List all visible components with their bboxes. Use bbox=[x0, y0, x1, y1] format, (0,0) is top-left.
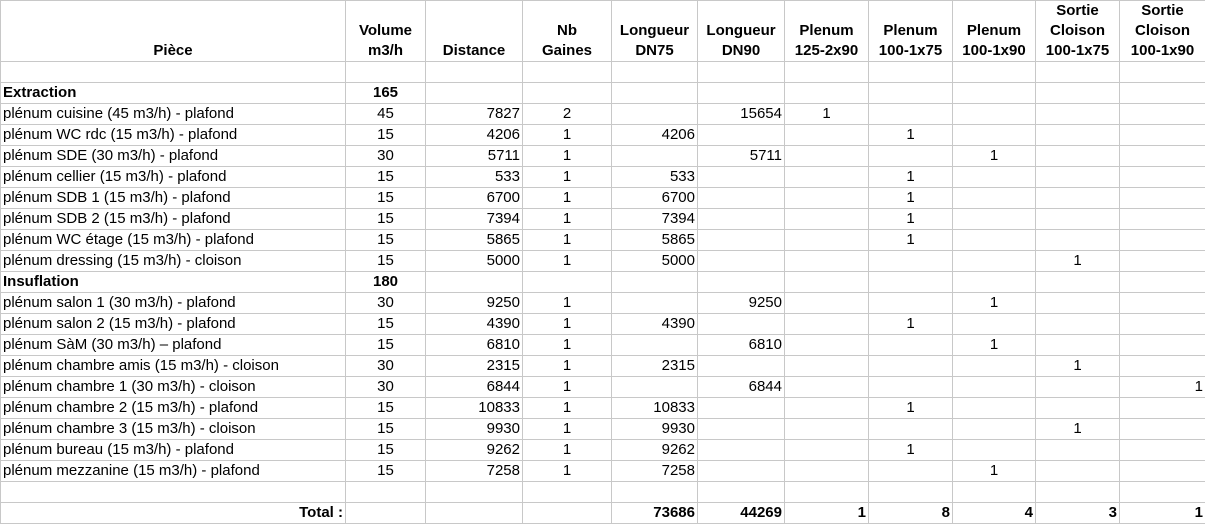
value-cell[interactable] bbox=[785, 188, 869, 209]
table-row bbox=[1, 377, 1205, 398]
value-cell[interactable]: 9250 bbox=[426, 293, 523, 314]
value-cell[interactable]: 1 bbox=[523, 461, 612, 482]
table-row bbox=[1, 188, 1205, 209]
value-cell[interactable]: 1 bbox=[953, 335, 1036, 356]
room-name-cell[interactable]: plénum chambre amis (15 m3/h) - cloison bbox=[1, 356, 346, 377]
section-volume[interactable]: 180 bbox=[346, 272, 426, 293]
room-name-cell[interactable]: plénum SDE (30 m3/h) - plafond bbox=[1, 146, 346, 167]
table-row bbox=[1, 146, 1205, 167]
value-cell[interactable]: 6810 bbox=[426, 335, 523, 356]
value-cell[interactable]: 15 bbox=[346, 398, 426, 419]
value-cell[interactable] bbox=[612, 335, 698, 356]
table-row bbox=[1, 230, 1205, 251]
value-cell[interactable]: 1 bbox=[869, 188, 953, 209]
value-cell[interactable] bbox=[1036, 461, 1120, 482]
value-cell[interactable]: 1 bbox=[953, 293, 1036, 314]
value-cell[interactable]: 1 bbox=[1036, 251, 1120, 272]
value-cell[interactable]: 4206 bbox=[426, 125, 523, 146]
value-cell[interactable] bbox=[1036, 104, 1120, 125]
cell[interactable] bbox=[1036, 272, 1120, 293]
value-cell[interactable] bbox=[785, 146, 869, 167]
value-cell[interactable]: 15 bbox=[346, 167, 426, 188]
cell[interactable] bbox=[953, 482, 1036, 503]
empty-row bbox=[1, 62, 1205, 83]
header-sortie-75[interactable]: Sortie Cloison 100-1x75 bbox=[1036, 1, 1120, 62]
value-cell[interactable] bbox=[869, 146, 953, 167]
cell[interactable] bbox=[426, 482, 523, 503]
section-title[interactable]: Extraction bbox=[1, 83, 346, 104]
value-cell[interactable] bbox=[869, 104, 953, 125]
room-name-cell[interactable]: plénum bureau (15 m3/h) - plafond bbox=[1, 440, 346, 461]
value-cell[interactable]: 1 bbox=[785, 104, 869, 125]
cell[interactable] bbox=[1120, 83, 1205, 104]
header-piece[interactable]: Pièce bbox=[1, 1, 346, 62]
value-cell[interactable] bbox=[612, 146, 698, 167]
value-cell[interactable]: 1 bbox=[523, 146, 612, 167]
value-cell[interactable]: 1 bbox=[523, 335, 612, 356]
room-name-cell[interactable]: plénum mezzanine (15 m3/h) - plafond bbox=[1, 461, 346, 482]
value-cell[interactable] bbox=[785, 251, 869, 272]
value-cell[interactable] bbox=[1036, 377, 1120, 398]
value-cell[interactable]: 15654 bbox=[698, 104, 785, 125]
value-cell[interactable]: 1 bbox=[869, 230, 953, 251]
total-value[interactable]: 44269 bbox=[698, 503, 785, 524]
header-plenum-100-90[interactable]: Plenum 100-1x90 bbox=[953, 1, 1036, 62]
table-row bbox=[1, 398, 1205, 419]
empty-row bbox=[1, 482, 1205, 503]
total-row bbox=[1, 503, 1205, 524]
value-cell[interactable] bbox=[1036, 167, 1120, 188]
value-cell[interactable]: 30 bbox=[346, 377, 426, 398]
value-cell[interactable] bbox=[953, 314, 1036, 335]
value-cell[interactable] bbox=[953, 440, 1036, 461]
value-cell[interactable]: 45 bbox=[346, 104, 426, 125]
value-cell[interactable] bbox=[1120, 167, 1205, 188]
value-cell[interactable] bbox=[785, 419, 869, 440]
value-cell[interactable] bbox=[785, 314, 869, 335]
value-cell[interactable]: 7394 bbox=[612, 209, 698, 230]
cell[interactable] bbox=[785, 83, 869, 104]
cell[interactable] bbox=[1036, 83, 1120, 104]
value-cell[interactable] bbox=[1036, 398, 1120, 419]
value-cell[interactable] bbox=[1036, 146, 1120, 167]
cell[interactable] bbox=[612, 83, 698, 104]
header-plenum-100-75[interactable]: Plenum 100-1x75 bbox=[869, 1, 953, 62]
value-cell[interactable] bbox=[785, 167, 869, 188]
value-cell[interactable]: 10833 bbox=[426, 398, 523, 419]
value-cell[interactable] bbox=[869, 377, 953, 398]
value-cell[interactable] bbox=[785, 230, 869, 251]
cell[interactable] bbox=[426, 272, 523, 293]
value-cell[interactable] bbox=[1120, 125, 1205, 146]
value-cell[interactable]: 1 bbox=[523, 125, 612, 146]
value-cell[interactable]: 4390 bbox=[612, 314, 698, 335]
room-name-cell[interactable]: plénum SDB 1 (15 m3/h) - plafond bbox=[1, 188, 346, 209]
value-cell[interactable]: 6700 bbox=[426, 188, 523, 209]
value-cell[interactable] bbox=[785, 125, 869, 146]
table-row bbox=[1, 209, 1205, 230]
header-nb-gaines[interactable]: Nb Gaines bbox=[523, 1, 612, 62]
value-cell[interactable]: 7258 bbox=[426, 461, 523, 482]
value-cell[interactable]: 1 bbox=[523, 188, 612, 209]
value-cell[interactable] bbox=[1120, 356, 1205, 377]
value-cell[interactable]: 5865 bbox=[426, 230, 523, 251]
table-row bbox=[1, 461, 1205, 482]
value-cell[interactable] bbox=[953, 251, 1036, 272]
header-distance[interactable]: Distance bbox=[426, 1, 523, 62]
total-value[interactable] bbox=[346, 503, 426, 524]
cell[interactable] bbox=[698, 482, 785, 503]
value-cell[interactable] bbox=[1036, 335, 1120, 356]
value-cell[interactable] bbox=[953, 125, 1036, 146]
value-cell[interactable] bbox=[953, 398, 1036, 419]
cell[interactable] bbox=[953, 272, 1036, 293]
value-cell[interactable] bbox=[1036, 230, 1120, 251]
value-cell[interactable] bbox=[1036, 314, 1120, 335]
cell[interactable] bbox=[869, 83, 953, 104]
value-cell[interactable] bbox=[1036, 125, 1120, 146]
value-cell[interactable] bbox=[698, 314, 785, 335]
value-cell[interactable]: 1 bbox=[523, 377, 612, 398]
value-cell[interactable]: 6844 bbox=[426, 377, 523, 398]
cell[interactable] bbox=[1120, 272, 1205, 293]
value-cell[interactable] bbox=[953, 188, 1036, 209]
value-cell[interactable]: 5711 bbox=[698, 146, 785, 167]
cell[interactable] bbox=[1120, 482, 1205, 503]
table-row bbox=[1, 419, 1205, 440]
value-cell[interactable]: 1 bbox=[869, 398, 953, 419]
value-cell[interactable] bbox=[1120, 335, 1205, 356]
value-cell[interactable] bbox=[953, 167, 1036, 188]
value-cell[interactable]: 15 bbox=[346, 335, 426, 356]
room-name-cell[interactable]: plénum salon 1 (30 m3/h) - plafond bbox=[1, 293, 346, 314]
value-cell[interactable]: 1 bbox=[523, 209, 612, 230]
value-cell[interactable]: 7394 bbox=[426, 209, 523, 230]
value-cell[interactable] bbox=[953, 419, 1036, 440]
total-value[interactable]: 8 bbox=[869, 503, 953, 524]
section-title[interactable]: Insuflation bbox=[1, 272, 346, 293]
value-cell[interactable] bbox=[1120, 188, 1205, 209]
value-cell[interactable] bbox=[1120, 104, 1205, 125]
value-cell[interactable]: 15 bbox=[346, 419, 426, 440]
value-cell[interactable]: 15 bbox=[346, 440, 426, 461]
total-label[interactable]: Total : bbox=[1, 503, 346, 524]
value-cell[interactable]: 4206 bbox=[612, 125, 698, 146]
value-cell[interactable] bbox=[612, 377, 698, 398]
cell[interactable] bbox=[953, 83, 1036, 104]
total-value[interactable] bbox=[523, 503, 612, 524]
table-row bbox=[1, 125, 1205, 146]
value-cell[interactable] bbox=[953, 377, 1036, 398]
room-name-cell[interactable]: plénum cuisine (45 m3/h) - plafond bbox=[1, 104, 346, 125]
room-name-cell[interactable]: plénum SàM (30 m3/h) – plafond bbox=[1, 335, 346, 356]
value-cell[interactable] bbox=[869, 356, 953, 377]
room-name-cell[interactable]: plénum SDB 2 (15 m3/h) - plafond bbox=[1, 209, 346, 230]
value-cell[interactable] bbox=[698, 209, 785, 230]
value-cell[interactable]: 533 bbox=[612, 167, 698, 188]
value-cell[interactable] bbox=[1120, 293, 1205, 314]
value-cell[interactable]: 1 bbox=[869, 209, 953, 230]
value-cell[interactable] bbox=[785, 440, 869, 461]
room-name-cell[interactable]: plénum WC rdc (15 m3/h) - plafond bbox=[1, 125, 346, 146]
cell[interactable] bbox=[785, 272, 869, 293]
cell[interactable] bbox=[523, 83, 612, 104]
section-row bbox=[1, 272, 1205, 293]
cell[interactable] bbox=[869, 482, 953, 503]
value-cell[interactable]: 1 bbox=[869, 440, 953, 461]
value-cell[interactable] bbox=[1120, 251, 1205, 272]
value-cell[interactable] bbox=[1120, 419, 1205, 440]
value-cell[interactable] bbox=[1036, 440, 1120, 461]
table-row bbox=[1, 440, 1205, 461]
value-cell[interactable]: 1 bbox=[523, 293, 612, 314]
value-cell[interactable] bbox=[869, 335, 953, 356]
value-cell[interactable]: 5000 bbox=[426, 251, 523, 272]
value-cell[interactable] bbox=[698, 398, 785, 419]
value-cell[interactable]: 15 bbox=[346, 188, 426, 209]
value-cell[interactable] bbox=[1036, 209, 1120, 230]
value-cell[interactable]: 15 bbox=[346, 125, 426, 146]
value-cell[interactable]: 9262 bbox=[426, 440, 523, 461]
section-volume[interactable]: 165 bbox=[346, 83, 426, 104]
value-cell[interactable]: 1 bbox=[953, 146, 1036, 167]
value-cell[interactable]: 6700 bbox=[612, 188, 698, 209]
value-cell[interactable] bbox=[698, 125, 785, 146]
value-cell[interactable] bbox=[869, 293, 953, 314]
room-name-cell[interactable]: plénum chambre 3 (15 m3/h) - cloison bbox=[1, 419, 346, 440]
value-cell[interactable] bbox=[1120, 230, 1205, 251]
value-cell[interactable]: 4390 bbox=[426, 314, 523, 335]
table-row bbox=[1, 314, 1205, 335]
value-cell[interactable] bbox=[612, 293, 698, 314]
value-cell[interactable]: 1 bbox=[869, 125, 953, 146]
cell[interactable] bbox=[698, 272, 785, 293]
value-cell[interactable]: 9262 bbox=[612, 440, 698, 461]
value-cell[interactable]: 9250 bbox=[698, 293, 785, 314]
value-cell[interactable]: 5711 bbox=[426, 146, 523, 167]
value-cell[interactable]: 9930 bbox=[426, 419, 523, 440]
header-dn90[interactable]: Longueur DN90 bbox=[698, 1, 785, 62]
table-row bbox=[1, 251, 1205, 272]
value-cell[interactable]: 1 bbox=[523, 398, 612, 419]
total-value[interactable] bbox=[426, 503, 523, 524]
value-cell[interactable] bbox=[785, 335, 869, 356]
value-cell[interactable]: 1 bbox=[523, 167, 612, 188]
value-cell[interactable] bbox=[698, 356, 785, 377]
value-cell[interactable]: 1 bbox=[523, 230, 612, 251]
header-volume[interactable]: Volume m3/h bbox=[346, 1, 426, 62]
value-cell[interactable] bbox=[785, 293, 869, 314]
value-cell[interactable] bbox=[869, 461, 953, 482]
value-cell[interactable]: 1 bbox=[1036, 419, 1120, 440]
value-cell[interactable]: 7258 bbox=[612, 461, 698, 482]
value-cell[interactable] bbox=[785, 461, 869, 482]
value-cell[interactable]: 5000 bbox=[612, 251, 698, 272]
value-cell[interactable] bbox=[698, 461, 785, 482]
value-cell[interactable]: 5865 bbox=[612, 230, 698, 251]
header-dn75[interactable]: Longueur DN75 bbox=[612, 1, 698, 62]
value-cell[interactable]: 1 bbox=[523, 314, 612, 335]
value-cell[interactable]: 15 bbox=[346, 251, 426, 272]
value-cell[interactable] bbox=[1120, 146, 1205, 167]
value-cell[interactable]: 15 bbox=[346, 230, 426, 251]
header-plenum-125[interactable]: Plenum 125-2x90 bbox=[785, 1, 869, 62]
room-name-cell[interactable]: plénum salon 2 (15 m3/h) - plafond bbox=[1, 314, 346, 335]
value-cell[interactable] bbox=[953, 356, 1036, 377]
value-cell[interactable] bbox=[1036, 188, 1120, 209]
cell[interactable] bbox=[698, 83, 785, 104]
value-cell[interactable] bbox=[698, 440, 785, 461]
value-cell[interactable]: 1 bbox=[523, 440, 612, 461]
value-cell[interactable]: 1 bbox=[869, 314, 953, 335]
table-row bbox=[1, 293, 1205, 314]
value-cell[interactable] bbox=[1120, 314, 1205, 335]
cell[interactable] bbox=[523, 482, 612, 503]
value-cell[interactable] bbox=[698, 167, 785, 188]
value-cell[interactable] bbox=[785, 356, 869, 377]
cell[interactable] bbox=[1036, 482, 1120, 503]
value-cell[interactable]: 1 bbox=[869, 167, 953, 188]
value-cell[interactable] bbox=[1120, 440, 1205, 461]
value-cell[interactable] bbox=[953, 104, 1036, 125]
value-cell[interactable]: 9930 bbox=[612, 419, 698, 440]
room-name-cell[interactable]: plénum WC étage (15 m3/h) - plafond bbox=[1, 230, 346, 251]
value-cell[interactable] bbox=[785, 398, 869, 419]
header-sortie-90[interactable]: Sortie Cloison 100-1x90 bbox=[1120, 1, 1205, 62]
value-cell[interactable]: 15 bbox=[346, 461, 426, 482]
value-cell[interactable] bbox=[785, 377, 869, 398]
value-cell[interactable]: 533 bbox=[426, 167, 523, 188]
value-cell[interactable] bbox=[1120, 209, 1205, 230]
room-name-cell[interactable]: plénum cellier (15 m3/h) - plafond bbox=[1, 167, 346, 188]
value-cell[interactable] bbox=[869, 419, 953, 440]
value-cell[interactable]: 1 bbox=[953, 461, 1036, 482]
total-value[interactable]: 4 bbox=[953, 503, 1036, 524]
value-cell[interactable]: 1 bbox=[523, 419, 612, 440]
value-cell[interactable] bbox=[698, 230, 785, 251]
value-cell[interactable]: 7827 bbox=[426, 104, 523, 125]
total-value[interactable]: 73686 bbox=[612, 503, 698, 524]
value-cell[interactable]: 1 bbox=[523, 251, 612, 272]
value-cell[interactable]: 2315 bbox=[426, 356, 523, 377]
table-row bbox=[1, 167, 1205, 188]
header-row bbox=[1, 1, 1205, 62]
value-cell[interactable]: 15 bbox=[346, 209, 426, 230]
cell[interactable] bbox=[1, 482, 346, 503]
room-name-cell[interactable]: plénum chambre 1 (30 m3/h) - cloison bbox=[1, 377, 346, 398]
value-cell[interactable] bbox=[785, 209, 869, 230]
cell[interactable] bbox=[869, 272, 953, 293]
section-row bbox=[1, 83, 1205, 104]
value-cell[interactable] bbox=[953, 209, 1036, 230]
total-value[interactable]: 1 bbox=[1120, 503, 1205, 524]
table-row bbox=[1, 104, 1205, 125]
value-cell[interactable]: 6844 bbox=[698, 377, 785, 398]
value-cell[interactable]: 6810 bbox=[698, 335, 785, 356]
value-cell[interactable]: 1 bbox=[1036, 356, 1120, 377]
table-row bbox=[1, 356, 1205, 377]
value-cell[interactable] bbox=[869, 251, 953, 272]
value-cell[interactable] bbox=[698, 188, 785, 209]
cell[interactable] bbox=[612, 272, 698, 293]
value-cell[interactable]: 1 bbox=[1120, 377, 1205, 398]
value-cell[interactable]: 1 bbox=[523, 356, 612, 377]
table-row bbox=[1, 335, 1205, 356]
total-value[interactable]: 3 bbox=[1036, 503, 1120, 524]
value-cell[interactable]: 30 bbox=[346, 356, 426, 377]
value-cell[interactable] bbox=[698, 251, 785, 272]
value-cell[interactable] bbox=[698, 419, 785, 440]
cell[interactable] bbox=[426, 83, 523, 104]
value-cell[interactable]: 30 bbox=[346, 293, 426, 314]
value-cell[interactable] bbox=[1120, 461, 1205, 482]
room-name-cell[interactable]: plénum chambre 2 (15 m3/h) - plafond bbox=[1, 398, 346, 419]
value-cell[interactable]: 10833 bbox=[612, 398, 698, 419]
value-cell[interactable] bbox=[612, 104, 698, 125]
total-value[interactable]: 1 bbox=[785, 503, 869, 524]
value-cell[interactable]: 2315 bbox=[612, 356, 698, 377]
cell[interactable] bbox=[612, 482, 698, 503]
cell[interactable] bbox=[785, 482, 869, 503]
value-cell[interactable] bbox=[1120, 398, 1205, 419]
value-cell[interactable] bbox=[1036, 293, 1120, 314]
value-cell[interactable]: 15 bbox=[346, 314, 426, 335]
room-name-cell[interactable]: plénum dressing (15 m3/h) - cloison bbox=[1, 251, 346, 272]
cell[interactable] bbox=[523, 272, 612, 293]
value-cell[interactable]: 30 bbox=[346, 146, 426, 167]
cell[interactable] bbox=[346, 482, 426, 503]
value-cell[interactable]: 2 bbox=[523, 104, 612, 125]
value-cell[interactable] bbox=[953, 230, 1036, 251]
